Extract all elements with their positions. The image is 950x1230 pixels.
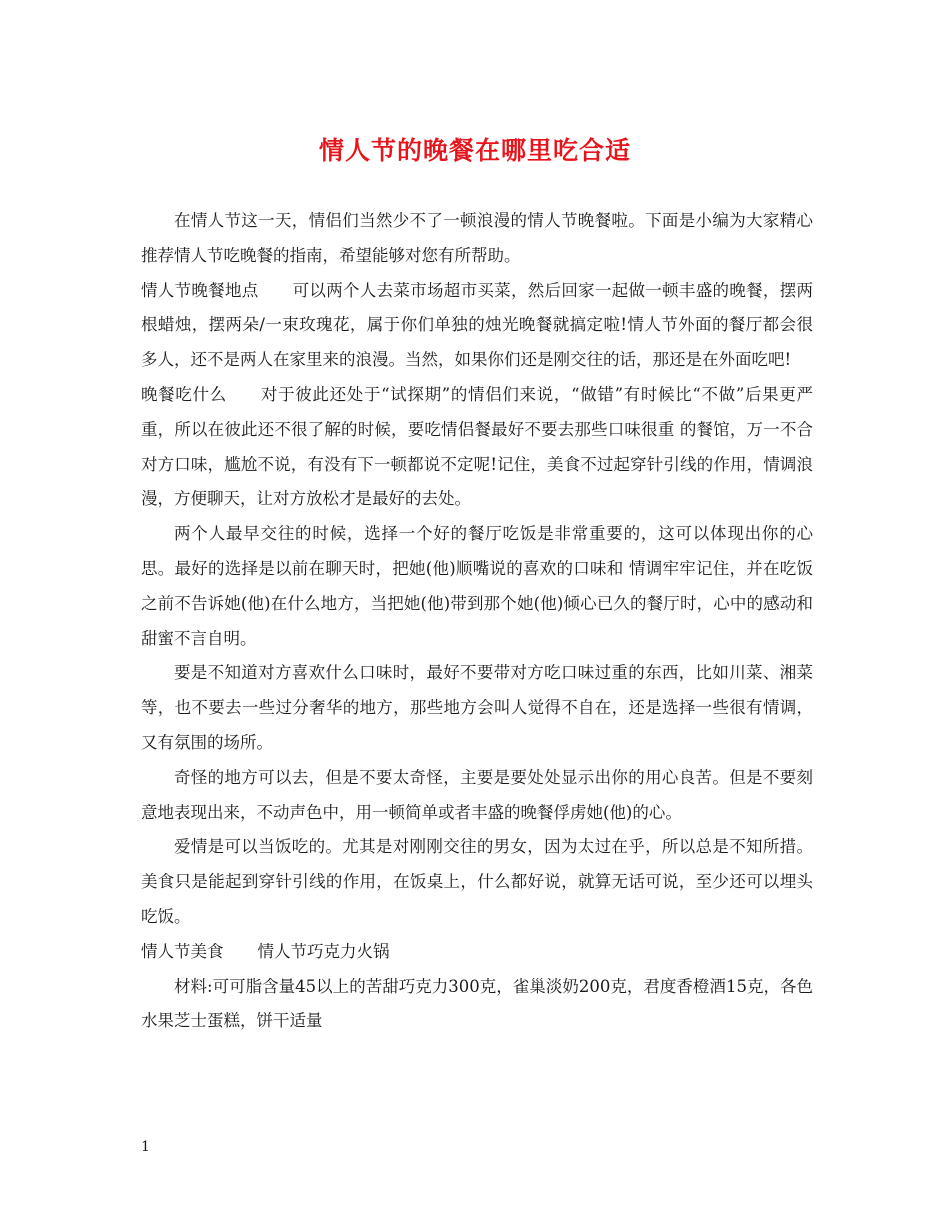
section-text-location: 可以两个人去菜市场超市买菜，然后回家一起做一顿丰盛的晚餐，摆两根蜡烛，摆两朵/一束玫瑰花，属于你们单独的烛光晚餐就搞定啦!情人节外面的餐厅都会很多人，还不是两人在家里来的浪漫。当然，如果你们还是刚交往的话，那还是在外面吃吧! [141,280,814,370]
section-label-location: 情人节晚餐地点 [141,280,259,300]
section-text-food: 情人节巧克力火锅 [257,941,390,961]
section-label-what-to-eat: 晚餐吃什么 [141,384,227,404]
section-paragraph-what-to-eat [141,378,813,517]
section-label-food: 情人节美食 [141,941,224,961]
materials-paragraph: 材料:可可脂含量45以上的苦甜巧克力300克，雀巢淡奶200克，君度香橙酒15克，各色水果芝士蛋糕，饼干适量 [141,976,813,1031]
intro-paragraph: 在情人节这一天，情侣们当然少不了一顿浪漫的情人节晚餐啦。下面是小编为大家精心推荐情人节吃晚餐的指南，希望能够对您有所帮助。 [141,211,813,265]
section-text-what-to-eat: 对于彼此还处于“试探期”的情侣们来说，“做错”有时候比“不做”后果更严重，所以在彼此还不很了解的时候，要吃情侣餐最好不要去那些口味很重 的餐馆，万一不合对方口味，尴尬不说，有没有下一顿都说不定呢!记住，美食不过起穿针引线的作用，情调浪漫，方便聊天，让对方放松才是最好的去处。 [141,384,813,509]
body-paragraph: 奇怪的地方可以去，但是不要太奇怪，主要是要处处显示出你的用心良苦。但是不要刻意地表现出来，不动声色中，用一顿简单或者丰盛的晚餐俘虏她(他)的心。 [141,767,813,822]
section-paragraph-location [141,274,813,378]
section-paragraph-food [141,935,813,970]
page-number: 1 [141,1139,150,1155]
document-title: 情人节的晚餐在哪里吃合适 [318,136,631,165]
body-paragraph: 两个人最早交往的时候，选择一个好的餐厅吃饭是非常重要的，这可以体现出你的心思。最好的选择是以前在聊天时，把她(他)顺嘴说的喜欢的口味和 情调牢牢记住，并在吃饭之前不告诉她(他)在什么地方，当把她(他)带到那个她(他)倾心已久的餐厅时，心中的感动和甜蜜不言自明。 [141,524,813,648]
body-paragraph: 爱情是可以当饭吃的。尤其是对刚刚交往的男女，因为太过在乎，所以总是不知所措。美食只是能起到穿针引线的作用，在饭桌上，什么都好说，就算无话可说，至少还可以埋头吃饭。 [141,837,813,926]
document-body [141,204,813,1039]
body-paragraph: 要是不知道对方喜欢什么口味时，最好不要带对方吃口味过重的东西，比如川菜、湘菜等，也不要去一些过分奢华的地方，那些地方会叫人觉得不自在，还是选择一些很有情调，又有氛围的场所。 [141,663,813,752]
